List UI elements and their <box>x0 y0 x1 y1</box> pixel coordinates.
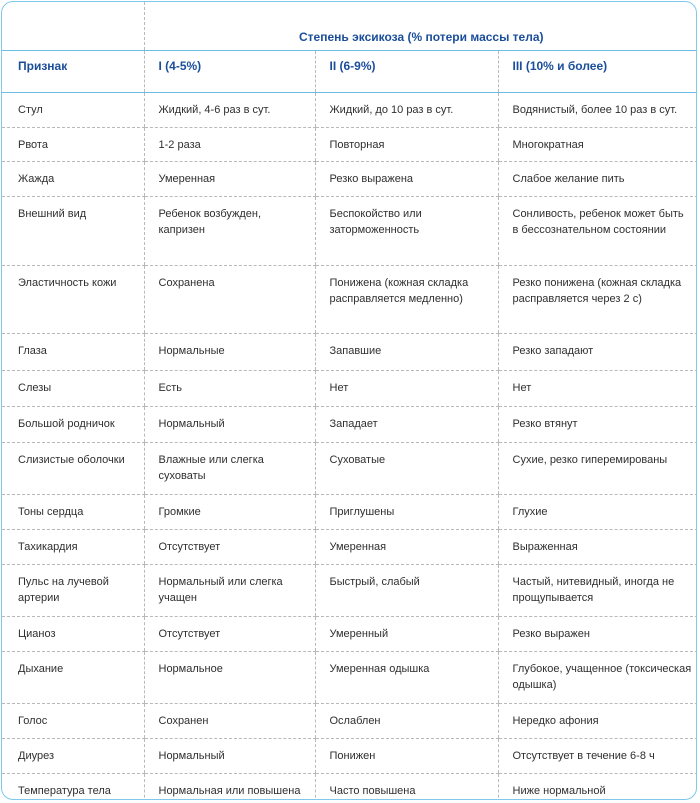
table-cell: Громкие <box>144 495 315 530</box>
table-row <box>2 162 697 197</box>
table-row <box>2 128 697 162</box>
table-row <box>2 704 697 739</box>
row-label-cell: Пульс на лучевой артерии <box>2 565 144 617</box>
table-cell: Частый, нитевидный, иногда не прощупывается <box>498 565 697 617</box>
table-cell: Нормальные <box>144 334 315 371</box>
row-label-cell: Рвота <box>2 128 144 162</box>
table-cell: Резко втянут <box>498 407 697 443</box>
table-cell: Повторная <box>315 128 498 162</box>
row-label-cell: Тахикардия <box>2 530 144 565</box>
group-header: Степень эксикоза (% потери массы тела) <box>144 2 697 51</box>
table-cell: Суховатые <box>315 443 498 495</box>
column-header-degree-3: III (10% и более) <box>498 51 697 93</box>
row-label-cell: Жажда <box>2 162 144 197</box>
row-label-cell: Эластичность кожи <box>2 266 144 334</box>
table-cell: Понижен <box>315 739 498 774</box>
table-cell: Ослаблен <box>315 704 498 739</box>
table-cell: Умеренный <box>315 617 498 652</box>
table-cell: Глубокое, учащенное (токсическая одышка) <box>498 652 697 704</box>
empty-corner-cell <box>2 2 144 51</box>
table-cell: Сохранен <box>144 704 315 739</box>
table-cell: Водянистый, более 10 раз в сут. <box>498 93 697 128</box>
table-cell: Слабое желание пить <box>498 162 697 197</box>
table-row <box>2 371 697 407</box>
table-row <box>2 617 697 652</box>
table-cell: Влажные или слегка суховаты <box>144 443 315 495</box>
table-cell: Быстрый, слабый <box>315 565 498 617</box>
column-header-sign: Признак <box>2 51 144 93</box>
column-header-row <box>2 51 697 93</box>
table-cell: Нет <box>498 371 697 407</box>
table-cell: Нет <box>315 371 498 407</box>
table-cell: Беспокойство или заторможенность <box>315 197 498 266</box>
table-cell: Отсутствует <box>144 530 315 565</box>
row-label-cell: Глаза <box>2 334 144 371</box>
table-cell: Жидкий, 4-6 раз в сут. <box>144 93 315 128</box>
table-row <box>2 530 697 565</box>
row-label-cell: Диурез <box>2 739 144 774</box>
table-cell: Умеренная <box>315 530 498 565</box>
table-cell: Глухие <box>498 495 697 530</box>
table-row <box>2 565 697 617</box>
table-row <box>2 197 697 266</box>
row-label-cell: Дыхание <box>2 652 144 704</box>
table-row <box>2 652 697 704</box>
table-cell: Выраженная <box>498 530 697 565</box>
table-row <box>2 266 697 334</box>
table-cell: Есть <box>144 371 315 407</box>
table-row <box>2 407 697 443</box>
table-cell: Нередко афония <box>498 704 697 739</box>
row-label-cell: Стул <box>2 93 144 128</box>
table-cell: Резко выражена <box>315 162 498 197</box>
table-cell: Отсутствует в течение 6-8 ч <box>498 739 697 774</box>
row-label-cell: Цианоз <box>2 617 144 652</box>
column-header-degree-2: II (6-9%) <box>315 51 498 93</box>
table-cell: Резко понижена (кожная складка расправляется через 2 с) <box>498 266 697 334</box>
table-cell: Сонливость, ребенок может быть в бессознательном состоянии <box>498 197 697 266</box>
table-cell: Умеренная одышка <box>315 652 498 704</box>
table-cell: 1-2 раза <box>144 128 315 162</box>
table-cell: Отсутствует <box>144 617 315 652</box>
table-cell: Понижена (кожная складка расправляется медленно) <box>315 266 498 334</box>
table-row <box>2 739 697 774</box>
table-cell: Жидкий, до 10 раз в сут. <box>315 93 498 128</box>
table-row <box>2 495 697 530</box>
table-cell: Приглушены <box>315 495 498 530</box>
row-label-cell: Тоны сердца <box>2 495 144 530</box>
table-cell: Нормальный <box>144 739 315 774</box>
table-row <box>2 334 697 371</box>
table-cell: Резко выражен <box>498 617 697 652</box>
table-cell: Многократная <box>498 128 697 162</box>
row-label-cell: Слезы <box>2 371 144 407</box>
table-cell: Западает <box>315 407 498 443</box>
table-cell: Нормальная или повышена <box>144 774 315 801</box>
table-cell: Резко западают <box>498 334 697 371</box>
table-cell: Запавшие <box>315 334 498 371</box>
column-header-degree-1: I (4-5%) <box>144 51 315 93</box>
table-row <box>2 93 697 128</box>
table-cell: Ребенок возбужден, капризен <box>144 197 315 266</box>
table-cell: Нормальное <box>144 652 315 704</box>
group-header-row <box>2 2 697 51</box>
table-cell: Сухие, резко гиперемированы <box>498 443 697 495</box>
row-label-cell: Голос <box>2 704 144 739</box>
table-cell: Умеренная <box>144 162 315 197</box>
table-cell: Нормальный или слегка учащен <box>144 565 315 617</box>
row-label-cell: Большой родничок <box>2 407 144 443</box>
dehydration-table <box>2 2 697 800</box>
table-cell: Нормальный <box>144 407 315 443</box>
row-label-cell: Слизистые оболочки <box>2 443 144 495</box>
table-cell: Часто повышена <box>315 774 498 801</box>
table-cell: Ниже нормальной <box>498 774 697 801</box>
row-label-cell: Внешний вид <box>2 197 144 266</box>
table-cell: Сохранена <box>144 266 315 334</box>
row-label-cell: Температура тела <box>18 785 111 797</box>
table-row <box>2 443 697 495</box>
table-frame <box>1 1 697 800</box>
table-row <box>2 774 697 801</box>
